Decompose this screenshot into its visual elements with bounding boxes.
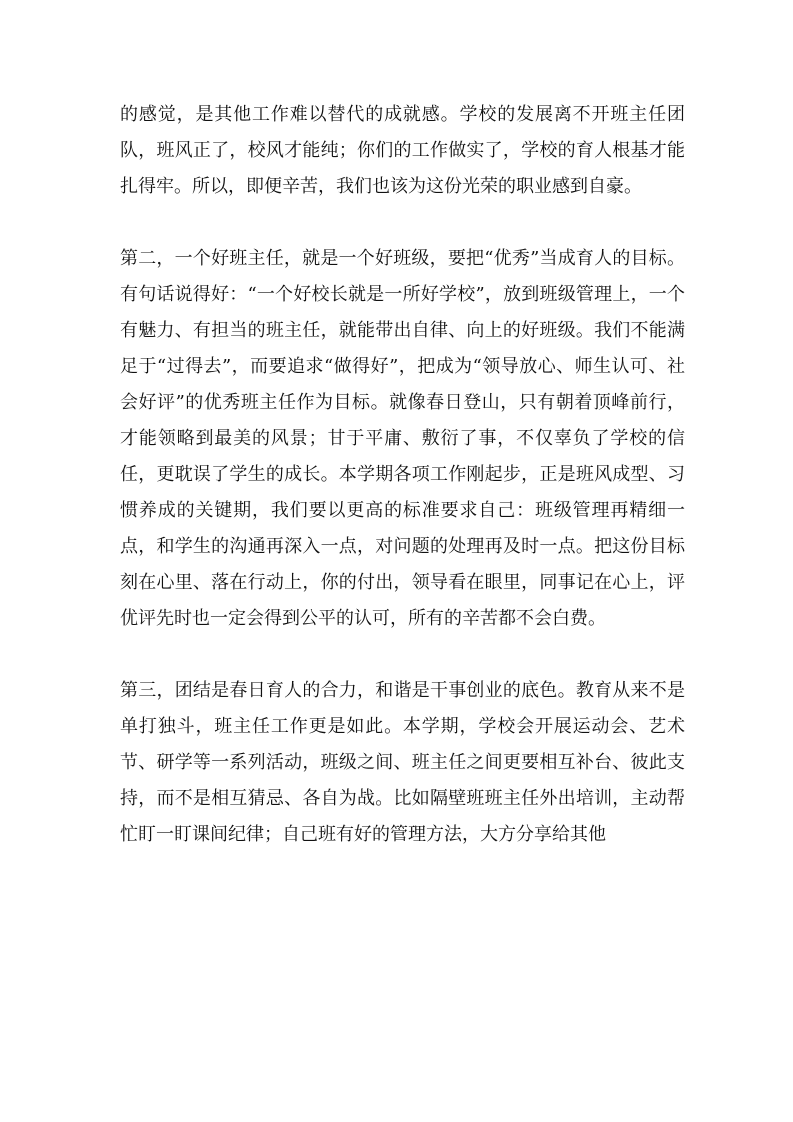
- paragraph-gap: [120, 637, 685, 673]
- paragraph-2: 第二，一个好班主任，就是一个好班级，要把“优秀”当成育人的目标。有句话说得好：“一个好校长就是一所好学校”，放到班级管理上，一个有魅力、有担当的班主任，就能带出自律、向上的好班级。我们不能满足于“过得去”，而要追求“做得好”，把成为“领导放心、师生认可、社会好评”的优秀班主任作为目标。就像春日登山，只有朝着顶峰前行，才能领略到最美的风景；甘于平庸、敷衍了事，不仅辜负了学校的信任，更耽误了学生的成长。本学期各项工作刚起步，正是班风成型、习惯养成的关键期，我们要以更高的标准要求自己：班级管理再精细一点，和学生的沟通再深入一点，对问题的处理再及时一点。把这份目标刻在心里、落在行动上，你的付出，领导看在眼里，同事记在心上，评优评先时也一定会得到公平的认可，所有的辛苦都不会白费。: [120, 248, 685, 629]
- document-body: [120, 97, 685, 853]
- paragraph-1: 的感觉，是其他工作难以替代的成就感。学校的发展离不开班主任团队，班风正了，校风才能纯；你们的工作做实了，学校的育人根基才能扎得牢。所以，即便辛苦，我们也该为这份光荣的职业感到自豪。: [120, 104, 685, 197]
- paragraph-gap: [120, 205, 685, 241]
- paragraph-3: 第三，团结是春日育人的合力，和谐是干事创业的底色。教育从来不是单打独斗，班主任工作更是如此。本学期，学校会开展运动会、艺术节、研学等一系列活动，班级之间、班主任之间更要相互补台、彼此支持，而不是相互猜忌、各自为战。比如隔壁班班主任外出培训，主动帮忙盯一盯课间纪律；自己班有好的管理方法，大方分享给其他: [120, 680, 685, 845]
